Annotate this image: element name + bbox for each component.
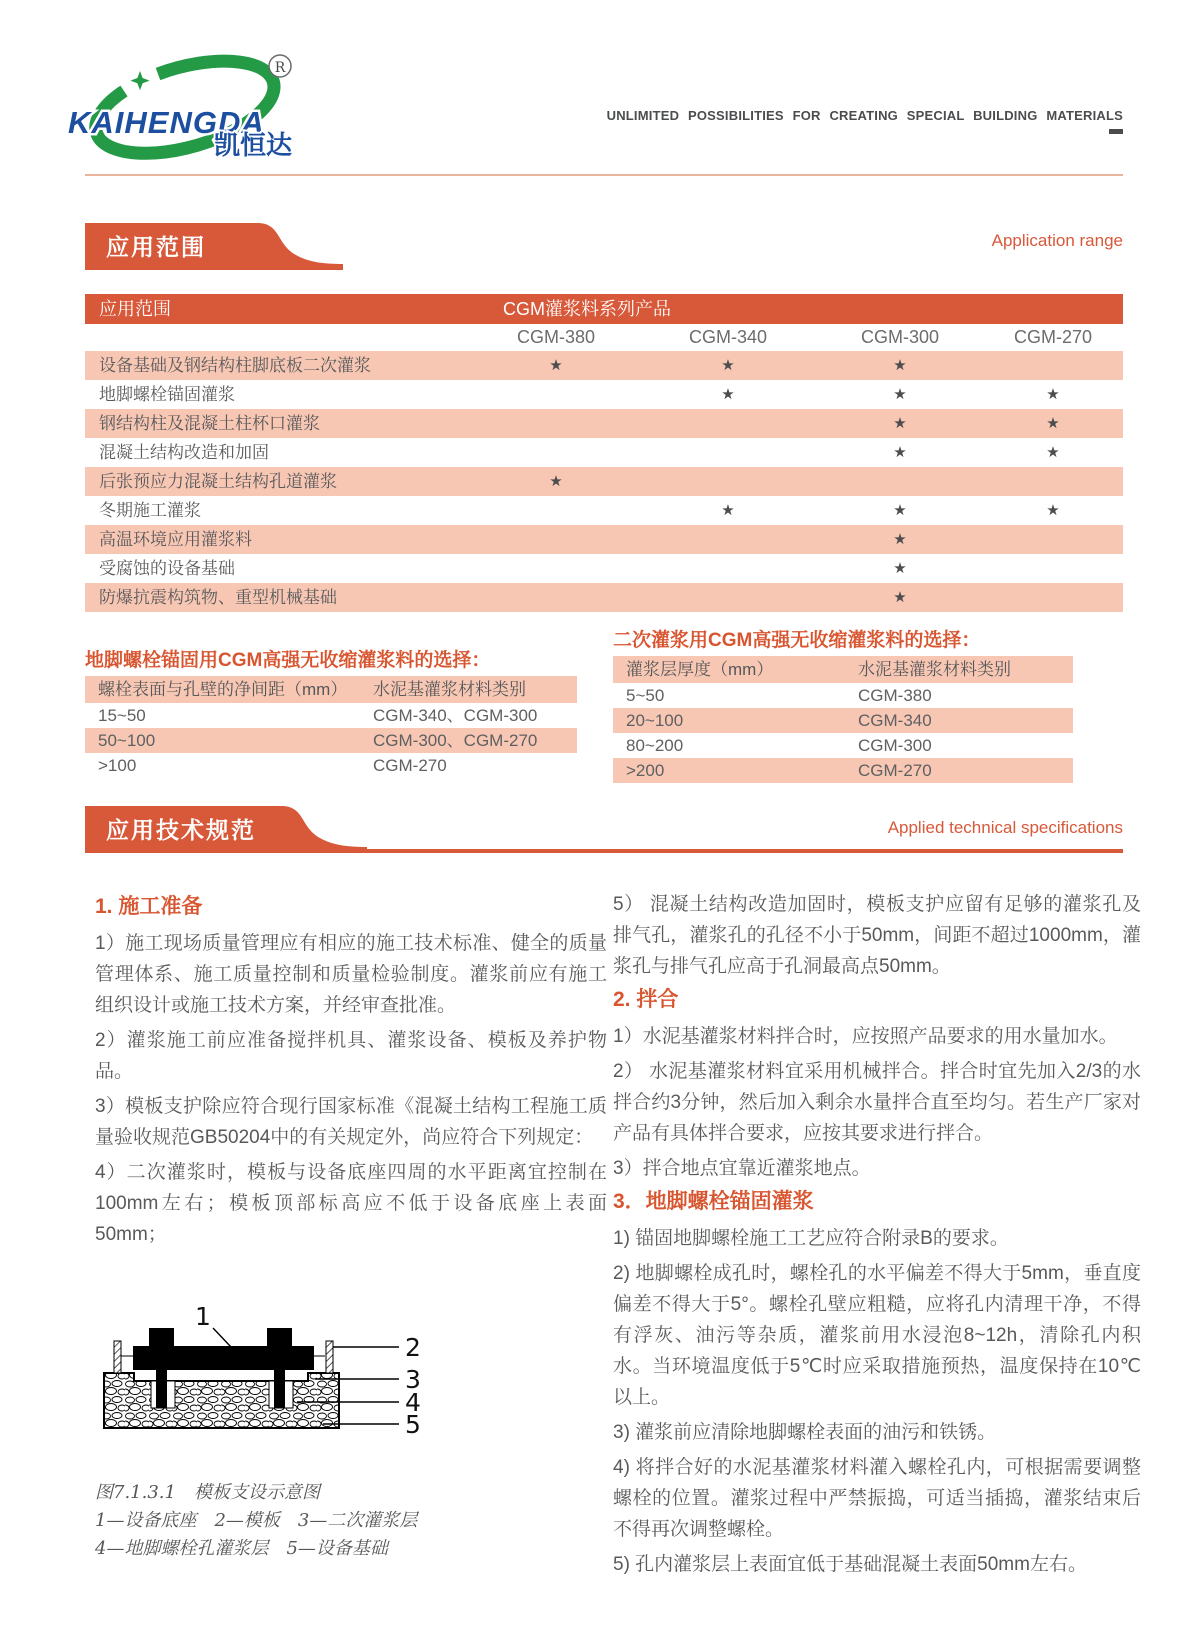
star-cell xyxy=(470,496,642,525)
figure-caption xyxy=(95,1479,607,1563)
figure-caption-line: 1—设备底座 2—模板 3—二次灌浆层 xyxy=(95,1510,418,1531)
section-banner-application xyxy=(85,223,1123,273)
star-cell xyxy=(986,351,1120,380)
application-table-header xyxy=(85,294,1123,324)
header-tagline: UNLIMITED POSSIBILITIES FOR CREATING SPECIAL BUILDING MATERIALS xyxy=(606,108,1123,123)
column-header: 水泥基灌浆材料类别 xyxy=(373,680,526,699)
star-cell xyxy=(814,467,986,496)
spec-paragraph: 3) 灌浆前应清除地脚螺栓表面的油污和铁锈。 xyxy=(613,1422,997,1443)
row-label: 地脚螺栓锚固灌浆 xyxy=(99,385,235,404)
row-label: 高温环境应用灌浆料 xyxy=(99,530,252,549)
right-column xyxy=(613,889,1141,1584)
star-cell xyxy=(986,583,1120,612)
star-cell xyxy=(986,554,1120,583)
star-cell: ★ xyxy=(721,386,735,403)
application-table-body xyxy=(85,351,1123,612)
spec-heading-preparation: 1. 施工准备 xyxy=(95,895,203,918)
star-cell: ★ xyxy=(893,531,907,548)
star-cell xyxy=(470,525,642,554)
star-cell: ★ xyxy=(1046,386,1060,403)
star-cell: ★ xyxy=(893,560,907,577)
brand-wordmark: KAIHENGDA xyxy=(68,105,265,140)
section-title-specs: 应用技术规范 xyxy=(106,817,256,843)
star-cell: ★ xyxy=(893,386,907,403)
star-cell xyxy=(470,554,642,583)
product-column-header: CGM-380 xyxy=(516,327,596,347)
logo-sparkle-icon xyxy=(130,71,149,90)
star-cell xyxy=(642,467,814,496)
tagline-underline xyxy=(1109,129,1123,134)
star-cell: ★ xyxy=(721,357,735,374)
spec-paragraph: 3）拌合地点宜靠近灌浆地点。 xyxy=(613,1158,871,1179)
star-cell: ★ xyxy=(721,502,735,519)
foundation-shape xyxy=(104,1373,339,1428)
equipment-base xyxy=(133,1346,314,1370)
table-row xyxy=(85,525,1123,554)
table-header-left: 应用范围 xyxy=(99,299,171,319)
table-row xyxy=(85,554,1123,583)
column-header: 灌浆层厚度（mm） xyxy=(626,660,774,679)
spec-paragraph: 5) 孔内灌浆层上表面宜低于基础混凝土表面50mm左右。 xyxy=(613,1554,1087,1575)
header-divider xyxy=(85,174,1123,176)
brand-cn: 凯恒达 xyxy=(214,130,293,160)
product-header-row xyxy=(85,324,1123,351)
star-cell: ★ xyxy=(893,415,907,432)
star-cell xyxy=(642,525,814,554)
formwork-diagram xyxy=(101,1268,431,1443)
table-row xyxy=(85,351,1123,380)
product-column-header: CGM-270 xyxy=(1013,327,1093,347)
table-header-row xyxy=(85,676,577,703)
star-cell xyxy=(642,409,814,438)
star-cell: ★ xyxy=(549,357,563,374)
figure-label-2: 2 xyxy=(405,1333,421,1362)
product-column-header: CGM-340 xyxy=(688,327,768,347)
secondary-selection-title: 二次灌浆用CGM高强无收缩灌浆料的选择： xyxy=(613,630,981,651)
secondary-selection-table xyxy=(613,656,1073,783)
star-cell: ★ xyxy=(893,502,907,519)
table-header-row xyxy=(613,656,1073,683)
star-cell xyxy=(470,438,642,467)
spec-paragraph: 1）施工现场质量管理应有相应的施工技术标准、健全的质量管理体系、施工质量控制和质量检验制度。灌浆前应有施工组织设计或施工技术方案，并经审查批准。 xyxy=(95,933,607,1016)
table-row: 15~50 CGM-340、CGM-300 xyxy=(98,706,538,725)
star-cell xyxy=(986,467,1120,496)
row-label: 冬期施工灌浆 xyxy=(99,501,201,520)
star-cell: ★ xyxy=(893,589,907,606)
brand-logo xyxy=(62,38,312,168)
registered-mark-letter: R xyxy=(274,60,286,76)
table-row: 20~100 CGM-340 xyxy=(613,708,1073,733)
table-row xyxy=(85,583,1123,612)
star-cell xyxy=(642,583,814,612)
table-row: 50~100 CGM-300、CGM-270 xyxy=(85,728,577,753)
row-label: 设备基础及钢结构柱脚底板二次灌浆 xyxy=(99,356,371,375)
star-cell: ★ xyxy=(549,473,563,490)
application-table xyxy=(85,294,1123,612)
figure-label-1: 1 xyxy=(195,1302,211,1331)
star-cell: ★ xyxy=(1046,444,1060,461)
figure-label-4: 4 xyxy=(405,1388,421,1417)
product-column-header: CGM-300 xyxy=(860,327,940,347)
table-row: 5~50 CGM-380 xyxy=(626,686,932,705)
star-cell xyxy=(470,409,642,438)
row-label: 混凝土结构改造和加固 xyxy=(99,443,269,462)
section-title-en-specs: Applied technical specifications xyxy=(887,818,1123,837)
table-row xyxy=(85,380,1123,409)
row-label: 后张预应力混凝土结构孔道灌浆 xyxy=(99,472,337,491)
banner-tail-line xyxy=(365,849,1123,853)
star-cell xyxy=(470,583,642,612)
star-cell: ★ xyxy=(1046,415,1060,432)
table-row xyxy=(85,409,1123,438)
anchor-selection-title: 地脚螺栓锚固用CGM高强无收缩灌浆料的选择： xyxy=(85,650,491,671)
spec-paragraph: 1）水泥基灌浆材料拌合时，应按照产品要求的用水量加水。 xyxy=(613,1026,1118,1047)
spec-paragraph: 4) 将拌合好的水泥基灌浆材料灌入螺栓孔内，可根据需要调整螺栓的位置。灌浆过程中严禁振捣，可适当插捣，灌浆结束后不得再次调整螺栓。 xyxy=(613,1457,1141,1540)
section-title-application: 应用范围 xyxy=(106,234,206,260)
left-column xyxy=(95,889,607,1563)
table-row: >200 CGM-270 xyxy=(613,758,1073,783)
table-row xyxy=(85,438,1123,467)
star-cell xyxy=(642,438,814,467)
anchor-selection-table xyxy=(85,676,577,778)
spec-paragraph: 2）灌浆施工前应准备搅拌机具、灌浆设备、模板及养护物品。 xyxy=(95,1030,607,1082)
star-cell: ★ xyxy=(893,444,907,461)
star-cell: ★ xyxy=(893,357,907,374)
spec-paragraph: 2） 水泥基灌浆材料宜采用机械拌合。拌合时宜先加入2/3的水拌合约3分钟，然后加入剩余水量拌合直至均匀。若生产厂家对产品有具体拌合要求，应按其要求进行拌合。 xyxy=(613,1061,1141,1144)
anchor-bolt-nut xyxy=(149,1328,174,1346)
row-label: 受腐蚀的设备基础 xyxy=(99,559,235,578)
star-cell: ★ xyxy=(1046,502,1060,519)
star-cell xyxy=(642,554,814,583)
spec-paragraph: 5） 混凝土结构改造加固时，模板支护应留有足够的灌浆孔及排气孔，灌浆孔的孔径不小于50mm，间距不超过1000mm，灌浆孔与排气孔应高于孔洞最高点50mm。 xyxy=(613,894,1141,977)
formwork-strip xyxy=(114,1341,121,1373)
spec-heading-anchor-grouting: 3．地脚螺栓锚固灌浆 xyxy=(613,1190,814,1213)
spec-heading-mixing: 2. 拌合 xyxy=(613,988,679,1011)
table-row xyxy=(85,467,1123,496)
figure-caption-line: 4—地脚螺栓孔灌浆层 5—设备基础 xyxy=(95,1538,388,1559)
spec-paragraph: 3）模板支护除应符合现行国家标准《混凝土结构工程施工质量验收规范GB50204中的有关规定外，尚应符合下列规定： xyxy=(95,1096,607,1148)
table-row: 80~200 CGM-300 xyxy=(626,736,932,755)
anchor-bolt-nut xyxy=(267,1328,292,1346)
column-header: 水泥基灌浆材料类别 xyxy=(858,660,1011,679)
figure-caption-line: 图7.1.3.1 模板支设示意图 xyxy=(95,1482,320,1503)
table-row: >100 CGM-270 xyxy=(98,756,447,775)
figure-label-5: 5 xyxy=(405,1410,421,1439)
star-cell xyxy=(470,380,642,409)
column-header: 螺栓表面与孔壁的净间距（mm） xyxy=(98,680,348,699)
star-cell xyxy=(986,525,1120,554)
formwork-strip xyxy=(326,1341,333,1373)
row-label: 防爆抗震构筑物、重型机械基础 xyxy=(99,588,337,607)
section-title-en-application: Application range xyxy=(991,231,1123,250)
row-label: 钢结构柱及混凝土柱杯口灌浆 xyxy=(99,414,320,433)
spec-paragraph: 4）二次灌浆时，模板与设备底座四周的水平距离宜控制在100mm左右；模板顶部标高应不低于设备底座上表面50mm； xyxy=(95,1162,607,1245)
spec-paragraph: 2) 地脚螺栓成孔时，螺栓孔的水平偏差不得大于5mm，垂直度偏差不得大于5°。螺栓孔壁应粗糙，应将孔内清理干净，不得有浮灰、油污等杂质，灌浆前用水浸泡8~12h，清除孔内积水。当环境温度低于5℃时应采取措施预热，温度保持在10℃以上。 xyxy=(613,1263,1141,1408)
spec-paragraph: 1) 锚固地脚螺栓施工工艺应符合附录B的要求。 xyxy=(613,1228,1009,1249)
table-row xyxy=(85,496,1123,525)
figure-label-3: 3 xyxy=(405,1365,421,1394)
table-header-series: CGM灌浆料系列产品 xyxy=(503,299,671,319)
